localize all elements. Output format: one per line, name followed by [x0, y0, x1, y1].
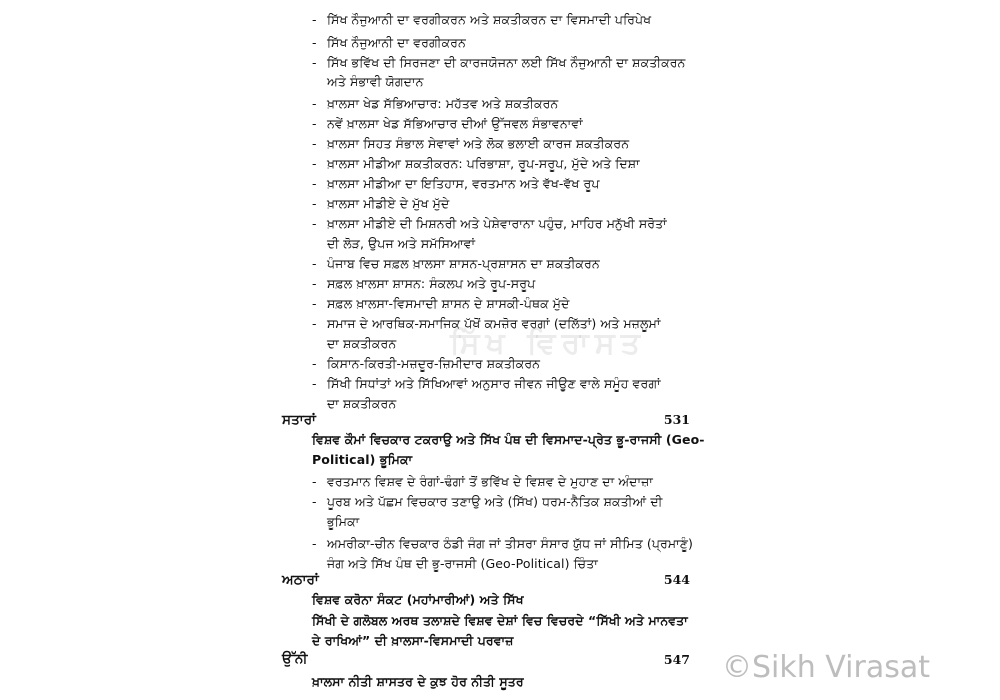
bullet-dash: - [312, 376, 317, 391]
chapter-subtitle: ਵਿਸ਼ਵ ਕਰੋਨਾ ਸੰਕਟ (ਮਹਾਂਮਾਰੀਆਂ) ਅਤੇ ਸਿੱਖ [312, 592, 524, 607]
toc-bullet: ਕਿਸਾਨ-ਕਿਰਤੀ-ਮਜ਼ਦੂਰ-ਜ਼ਿਮੀਦਾਰ ਸ਼ਕਤੀਕਰਨ [327, 356, 541, 371]
bullet-dash: - [312, 216, 317, 231]
toc-bullet: ਪੂਰਬ ਅਤੇ ਪੱਛਮ ਵਿਚਕਾਰ ਤਣਾਉ ਅਤੇ (ਸਿੱਖ) ਧਰਮ-ਨੈਤਿਕ ਸ਼ਕਤੀਆਂ ਦੀ [327, 494, 663, 509]
toc-bullet: ਸਫ਼ਲ ਖ਼ਾਲਸਾ ਸ਼ਾਸਨ: ਸੰਕਲਪ ਅਤੇ ਰੂਪ-ਸਰੂਪ [327, 276, 536, 291]
bullet-dash: - [312, 296, 317, 311]
toc-bullet: ਖ਼ਾਲਸਾ ਮੀਡੀਏ ਦੀ ਮਿਸ਼ਨਰੀ ਅਤੇ ਪੇਸ਼ੇਵਾਰਾਨਾ ਪਹੁੰਚ, ਮਾਹਿਰ ਮਨੁੱਖੀ ਸਰੋਤਾਂ [327, 216, 667, 231]
chapter-page-number: 531 [663, 412, 690, 427]
toc-bullet: ਸਮਾਜ ਦੇ ਆਰਥਿਕ-ਸਮਾਜਿਕ ਪੱਖੋਂ ਕਮਜ਼ੋਰ ਵਰਗਾਂ (ਦਲਿੱਤਾਂ) ਅਤੇ ਮਜ਼ਲੂਮਾਂ [327, 316, 661, 331]
toc-bullet: ਸਫ਼ਲ ਖ਼ਾਲਸਾ-ਵਿਸਮਾਦੀ ਸ਼ਾਸਨ ਦੇ ਸ਼ਾਸਕੀ-ਪੰਥਕ ਮੁੱਦੇ [327, 296, 570, 311]
bullet-dash: - [312, 12, 317, 27]
toc-bullet: ਸਿੱਖ ਭਵਿੱਖ ਦੀ ਸਿਰਜਣਾ ਦੀ ਕਾਰਜਯੋਜਨਾ ਲਈ ਸਿੱਖ ਨੌਜੁਆਨੀ ਦਾ ਸ਼ਕਤੀਕਰਨ [327, 55, 686, 70]
chapter-subtitle: ਸਿੱਖੀ ਦੇ ਗਲੋਬਲ ਅਰਥ ਤਲਾਸ਼ਦੇ ਵਿਸ਼ਵ ਦੇਸ਼ਾਂ ਵਿਚ ਵਿਚਰਦੇ “ਸਿੱਖੀ ਅਤੇ ਮਾਨਵਤਾ [312, 613, 688, 628]
bullet-dash: - [312, 96, 317, 111]
toc-bullet: ਖ਼ਾਲਸਾ ਖੇਡ ਸੱਭਿਆਚਾਰ: ਮਹੱਤਵ ਅਤੇ ਸ਼ਕਤੀਕਰਨ [327, 96, 559, 111]
bullet-dash: - [312, 276, 317, 291]
bullet-dash: - [312, 55, 317, 70]
toc-bullet: ਨਵੇਂ ਖ਼ਾਲਸਾ ਖੇਡ ਸੱਭਿਆਚਾਰ ਦੀਆਂ ਉੱਜਵਲ ਸੰਭਾਵਨਾਵਾਂ [327, 116, 583, 131]
bullet-dash: - [312, 116, 317, 131]
toc-bullet-continuation: ਭੂਮਿਕਾ [327, 514, 360, 529]
bullet-dash: - [312, 536, 317, 551]
toc-bullet: ਖ਼ਾਲਸਾ ਮੀਡੀਆ ਦਾ ਇਤਿਹਾਸ, ਵਰਤਮਾਨ ਅਤੇ ਵੱਖ-ਵੱਖ ਰੂਪ [327, 176, 600, 191]
watermark-corner: ©Sikh Virasat [722, 650, 930, 685]
bullet-dash: - [312, 136, 317, 151]
toc-bullet: ਸਿੱਖ ਨੌਜੁਆਨੀ ਦਾ ਵਰਗੀਕਰਨ [327, 35, 466, 50]
bullet-dash: - [312, 356, 317, 371]
chapter-heading: ਸਤਾਰਾਂ [282, 412, 316, 428]
bullet-dash: - [312, 156, 317, 171]
toc-bullet: ਸਿੱਖ ਨੌਜੁਆਨੀ ਦਾ ਵਰਗੀਕਰਨ ਅਤੇ ਸ਼ਕਤੀਕਰਨ ਦਾ ਵਿਸਮਾਦੀ ਪਰਿਪੇਖ [327, 12, 652, 27]
chapter-heading: ਅਠਾਰਾਂ [282, 572, 319, 588]
chapter-subtitle-continuation: ਦੇ ਰਾਖਿਆਂ” ਦੀ ਖ਼ਾਲਸਾ-ਵਿਸਮਾਦੀ ਪਰਵਾਜ਼ [312, 633, 514, 648]
toc-bullet-continuation: ਦਾ ਸ਼ਕਤੀਕਰਨ [327, 396, 397, 411]
bullet-dash: - [312, 35, 317, 50]
toc-bullet-continuation: ਦੀ ਲੋੜ, ਉਪਜ ਅਤੇ ਸਮੱਸਿਆਵਾਂ [327, 236, 476, 251]
bullet-dash: - [312, 316, 317, 331]
bullet-dash: - [312, 196, 317, 211]
toc-bullet: ਵਰਤਮਾਨ ਵਿਸ਼ਵ ਦੇ ਰੰਗਾਂ-ਢੰਗਾਂ ਤੋਂ ਭਵਿੱਖ ਦੇ ਵਿਸ਼ਵ ਦੇ ਮੁਹਾਣ ਦਾ ਅੰਦਾਜ਼ਾ [327, 474, 653, 489]
toc-bullet: ਸਿੱਖੀ ਸਿਧਾਂਤਾਂ ਅਤੇ ਸਿੱਖਿਆਵਾਂ ਅਨੁਸਾਰ ਜੀਵਨ ਜੀਊਣ ਵਾਲੇ ਸਮੂੰਹ ਵਰਗਾਂ [327, 376, 661, 391]
bullet-dash: - [312, 494, 317, 509]
bullet-dash: - [312, 256, 317, 271]
chapter-heading: ਉੱਨੀ [282, 651, 308, 667]
toc-bullet-continuation: ਅਤੇ ਸੰਭਾਵੀ ਯੋਗਦਾਨ [327, 74, 424, 89]
toc-bullet-continuation: ਦਾ ਸ਼ਕਤੀਕਰਨ [327, 336, 397, 351]
bullet-dash: - [312, 474, 317, 489]
chapter-subtitle: ਖ਼ਾਲਸਾ ਨੀਤੀ ਸ਼ਾਸਤਰ ਦੇ ਕੁਝ ਹੋਰ ਨੀਤੀ ਸੂਤਰ [312, 674, 524, 689]
toc-bullet: ਖ਼ਾਲਸਾ ਮੀਡੀਆ ਸ਼ਕਤੀਕਰਨ: ਪਰਿਭਾਸ਼ਾ, ਰੂਪ-ਸਰੂਪ, ਮੁੱਦੇ ਅਤੇ ਦਿਸ਼ਾ [327, 156, 640, 171]
watermark-center: ਸਿੱਖ ਵਿਰਾਸਤ [450, 326, 646, 361]
toc-bullet-continuation: ਜੰਗ ਅਤੇ ਸਿੱਖ ਪੰਥ ਦੀ ਭੂ-ਰਾਜਸੀ (Geo-Political) ਚਿੰਤਾ [327, 556, 598, 571]
toc-bullet: ਖ਼ਾਲਸਾ ਸਿਹਤ ਸੰਭਾਲ ਸੇਵਾਵਾਂ ਅਤੇ ਲੋਕ ਭਲਾਈ ਕਾਰਜ ਸ਼ਕਤੀਕਰਨ [327, 136, 630, 151]
chapter-page-number: 547 [663, 652, 690, 667]
toc-bullet: ਪੰਜਾਬ ਵਿਚ ਸਫ਼ਲ ਖ਼ਾਲਸਾ ਸ਼ਾਸਨ-ਪ੍ਰਸ਼ਾਸਨ ਦਾ ਸ਼ਕਤੀਕਰਨ [327, 256, 600, 271]
chapter-page-number: 544 [663, 572, 690, 587]
toc-bullet: ਖ਼ਾਲਸਾ ਮੀਡੀਏ ਦੇ ਮੁੱਖ ਮੁੱਦੇ [327, 196, 450, 211]
chapter-subtitle-continuation: Political) ਭੂਮਿਕਾ [312, 452, 413, 467]
chapter-subtitle: ਵਿਸ਼ਵ ਕੌਮਾਂ ਵਿਚਕਾਰ ਟਕਰਾਉ ਅਤੇ ਸਿੱਖ ਪੰਥ ਦੀ ਵਿਸਮਾਦ-ਪ੍ਰੇਤ ਭੂ-ਰਾਜਸੀ (Geo- [312, 432, 705, 447]
toc-bullet: ਅਮਰੀਕਾ-ਚੀਨ ਵਿਚਕਾਰ ਠੰਡੀ ਜੰਗ ਜਾਂ ਤੀਸਰਾ ਸੰਸਾਰ ਯੁੱਧ ਜਾਂ ਸੀਮਿਤ (ਪ੍ਰਮਾਣੂੰ) [327, 536, 693, 551]
bullet-dash: - [312, 176, 317, 191]
